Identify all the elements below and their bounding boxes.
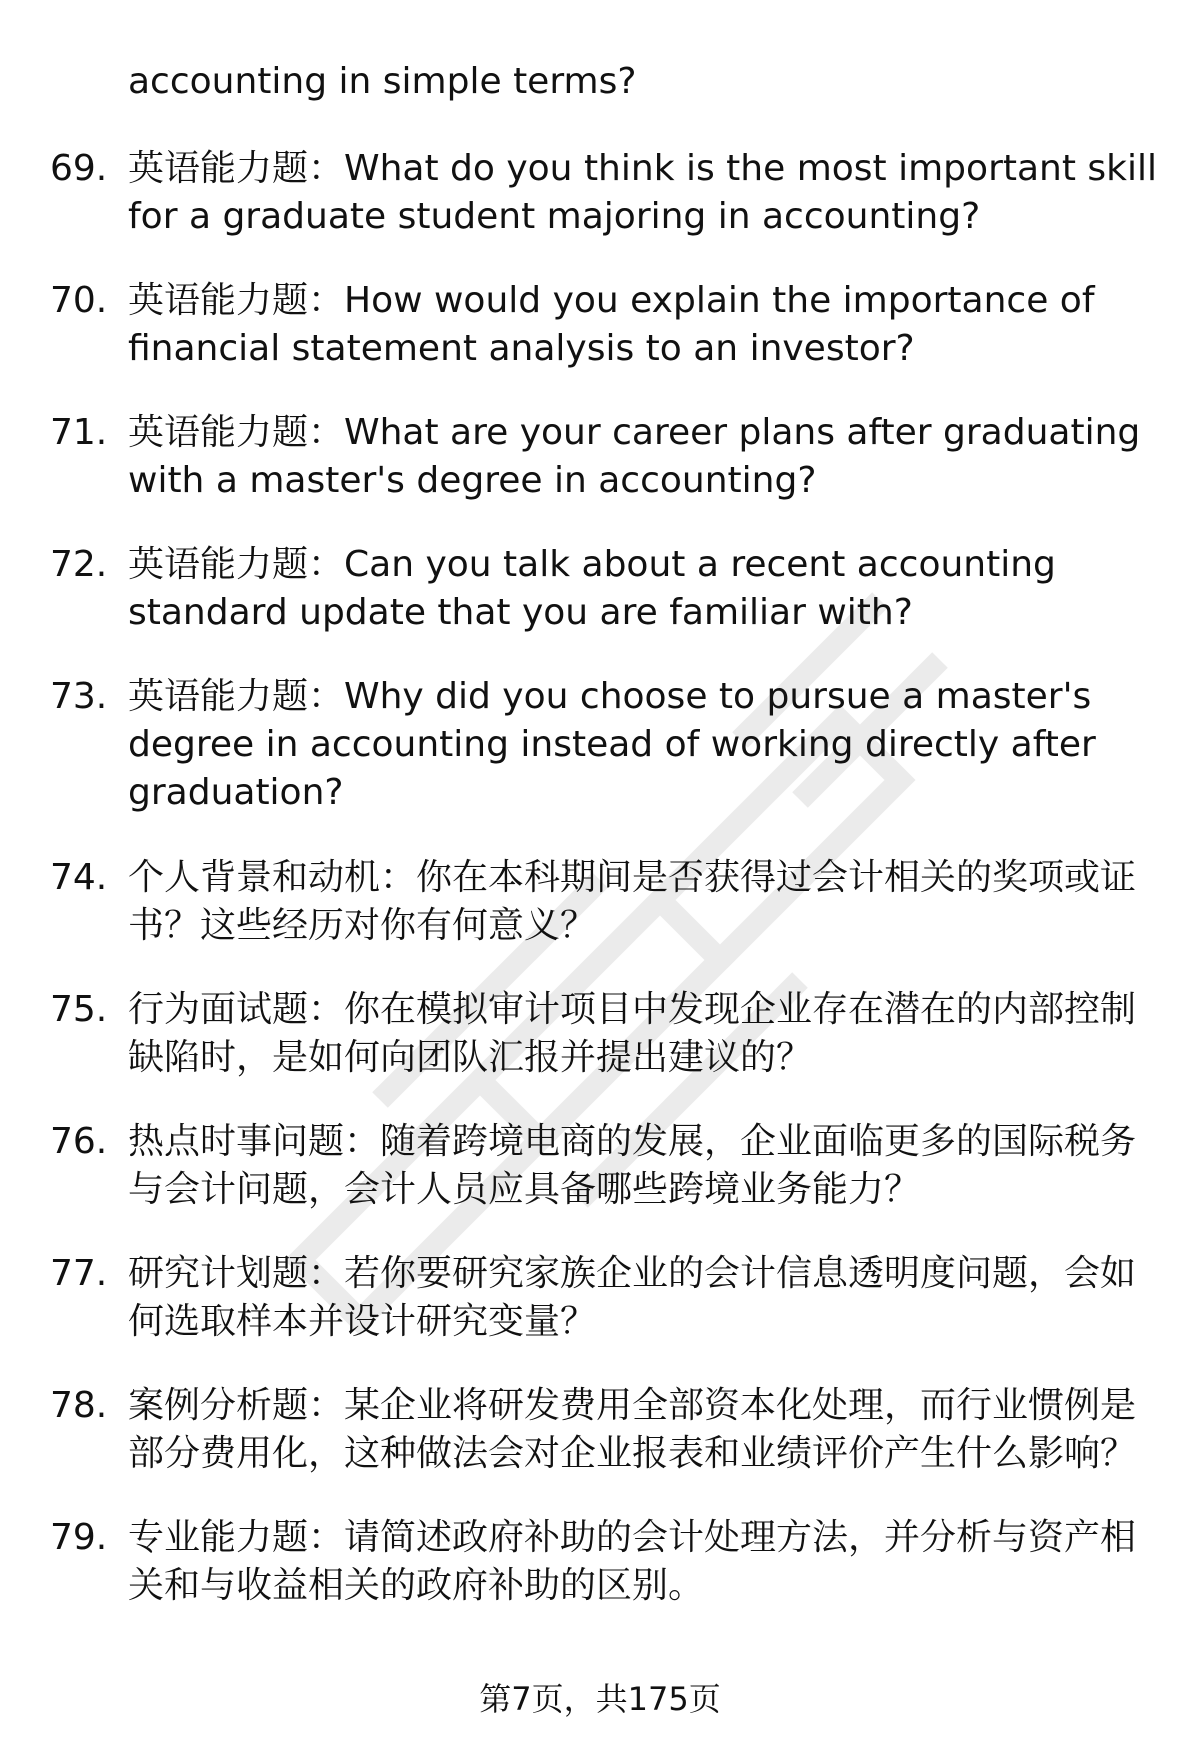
continuation-text: accounting in simple terms?	[128, 61, 637, 102]
question-line: 研究计划题：若你要研究家族企业的会计信息透明度问题，会如	[128, 1253, 1137, 1294]
question-line: 关和与收益相关的政府补助的区别。	[128, 1565, 705, 1606]
question-number: 70.	[50, 280, 108, 321]
question-number: 75.	[50, 989, 108, 1030]
question-text	[128, 1514, 1188, 1610]
question-line: degree in accounting instead of working directly after	[128, 724, 1096, 765]
question-number: 79.	[50, 1517, 108, 1558]
question-line: 何选取样本并设计研究变量？	[128, 1301, 597, 1342]
question-line: 英语能力题：Can you talk about a recent accounting	[128, 544, 1056, 585]
question-line: financial statement analysis to an investor?	[128, 328, 915, 369]
question-line: 个人背景和动机：你在本科期间是否获得过会计相关的奖项或证	[128, 857, 1137, 898]
question-line: 案例分析题：某企业将研发费用全部资本化处理，而行业惯例是	[128, 1385, 1137, 1426]
question-number: 74.	[50, 857, 108, 898]
page-footer: 第7页，共175页	[479, 1680, 721, 1718]
question-text	[128, 986, 1188, 1082]
question-line: 英语能力题：Why did you choose to pursue a master's	[128, 676, 1092, 717]
question-line: 英语能力题：How would you explain the importance of	[128, 280, 1095, 321]
question-text	[128, 673, 1188, 817]
question-number: 72.	[50, 544, 108, 585]
question-text	[128, 1250, 1188, 1346]
question-text	[128, 1382, 1188, 1478]
question-line: graduation?	[128, 772, 344, 813]
question-line: 英语能力题：What are your career plans after graduating	[128, 412, 1141, 453]
question-text	[128, 277, 1188, 373]
question-number: 77.	[50, 1253, 108, 1294]
question-line: 专业能力题：请简述政府补助的会计处理方法，并分析与资产相	[128, 1517, 1137, 1558]
question-line: 行为面试题：你在模拟审计项目中发现企业存在潜在的内部控制	[128, 989, 1137, 1030]
question-line: 部分费用化，这种做法会对企业报表和业绩评价产生什么影响？	[128, 1433, 1137, 1474]
question-number: 71.	[50, 412, 108, 453]
question-text	[128, 1118, 1188, 1214]
question-text	[128, 854, 1188, 950]
question-text	[128, 409, 1188, 505]
question-line: for a graduate student majoring in accounting?	[128, 196, 981, 237]
question-number: 76.	[50, 1121, 108, 1162]
question-line: 书？这些经历对你有何意义？	[128, 905, 597, 946]
question-line: 英语能力题：What do you think is the most important skill	[128, 148, 1158, 189]
question-line: 热点时事问题：随着跨境电商的发展，企业面临更多的国际税务	[128, 1121, 1137, 1162]
question-line: with a master's degree in accounting?	[128, 460, 817, 501]
question-line: 缺陷时，是如何向团队汇报并提出建议的？	[128, 1037, 813, 1078]
question-number: 69.	[50, 148, 108, 189]
question-line: 与会计问题，会计人员应具备哪些跨境业务能力？	[128, 1169, 921, 1210]
question-number: 73.	[50, 676, 108, 717]
question-number: 78.	[50, 1385, 108, 1426]
question-line: standard update that you are familiar with?	[128, 592, 913, 633]
question-text	[128, 541, 1188, 637]
question-text	[128, 145, 1188, 241]
